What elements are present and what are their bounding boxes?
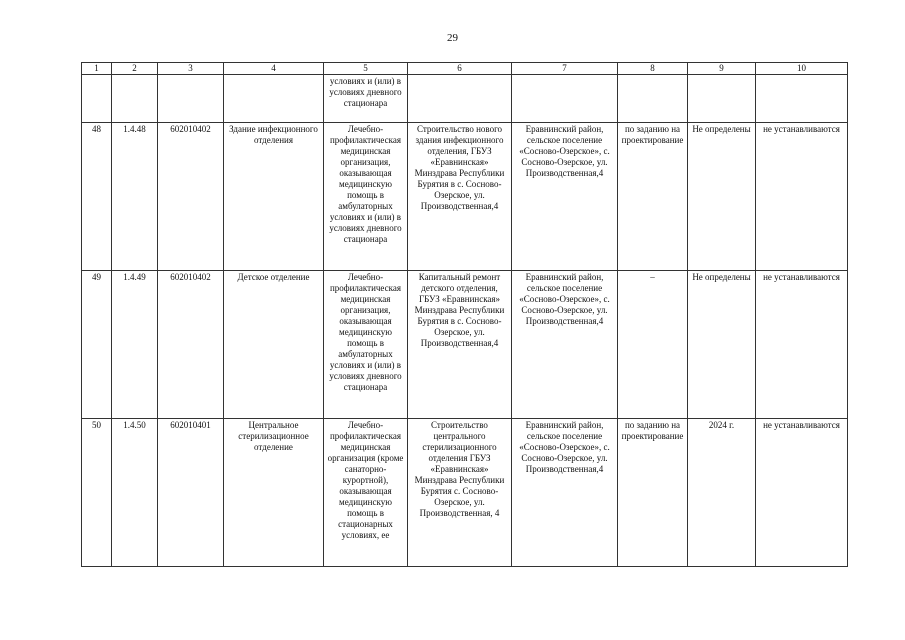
- cell-location: Еравнинский район, сельское поселение «Сосново-Озерское», с. Сосново-Озерское, ул. Производственная,4: [512, 419, 618, 567]
- table-row: [82, 271, 848, 419]
- cell-object-name: [224, 75, 324, 123]
- cell-object-name: Здание инфекционного отделения: [224, 123, 324, 271]
- column-header: 5: [324, 63, 408, 75]
- cell-classifier: 602010402: [158, 123, 224, 271]
- territorial-planning-table: [81, 62, 848, 567]
- cell-code: 1.4.50: [112, 419, 158, 567]
- cell-zones: не устанавливаются: [756, 123, 848, 271]
- table-row: [82, 419, 848, 567]
- column-header: 8: [618, 63, 688, 75]
- cell-number: 49: [82, 271, 112, 419]
- column-header: 4: [224, 63, 324, 75]
- cell-location: Еравнинский район, сельское поселение «Сосново-Озерское», с. Сосново-Озерское, ул. Производственная,4: [512, 271, 618, 419]
- cell-capacity: по заданию на проектирование: [618, 123, 688, 271]
- cell-classifier: 602010402: [158, 271, 224, 419]
- table-row-continuation: [82, 75, 848, 123]
- cell-purpose: Лечебно-профилактическая медицинская организация, оказывающая медицинскую помощь в амбулаторных условиях и (или) в условиях дневного стационара: [324, 123, 408, 271]
- cell-capacity: [618, 75, 688, 123]
- column-header: 9: [688, 63, 756, 75]
- cell-capacity: –: [618, 271, 688, 419]
- cell-description: [408, 75, 512, 123]
- cell-purpose: Лечебно-профилактическая медицинская организация, оказывающая медицинскую помощь в амбулаторных условиях и (или) в условиях дневного стационара: [324, 271, 408, 419]
- cell-classifier: 602010401: [158, 419, 224, 567]
- cell-code: [112, 75, 158, 123]
- table-row: [82, 123, 848, 271]
- cell-description: Строительство центрального стерилизационного отделения ГБУЗ «Еравнинская» Минздрава Республики Бурятия с. Сосново-Озерское, ул. Производственная, 4: [408, 419, 512, 567]
- cell-deadline: Не определены: [688, 123, 756, 271]
- cell-location: Еравнинский район, сельское поселение «Сосново-Озерское», с. Сосново-Озерское, ул. Производственная,4: [512, 123, 618, 271]
- cell-number: 48: [82, 123, 112, 271]
- column-number-row: [82, 63, 848, 75]
- cell-number: [82, 75, 112, 123]
- cell-zones: не устанавливаются: [756, 419, 848, 567]
- column-header: 3: [158, 63, 224, 75]
- column-header: 7: [512, 63, 618, 75]
- column-header: 2: [112, 63, 158, 75]
- cell-zones: не устанавливаются: [756, 271, 848, 419]
- page-number: 29: [447, 32, 458, 44]
- cell-description: Строительство нового здания инфекционного отделения, ГБУЗ «Еравнинская» Минздрава Республики Бурятия в с. Сосново-Озерское, ул. Производственная,4: [408, 123, 512, 271]
- cell-capacity: по заданию на проектирование: [618, 419, 688, 567]
- cell-description: Капитальный ремонт детского отделения, ГБУЗ «Еравнинская» Минздрава Республики Бурятия в с. Сосново-Озерское, ул. Производственная,4: [408, 271, 512, 419]
- cell-purpose: условиях и (или) в условиях дневного стационара: [324, 75, 408, 123]
- cell-object-name: Центральное стерилизационное отделение: [224, 419, 324, 567]
- column-header: 6: [408, 63, 512, 75]
- cell-deadline: [688, 75, 756, 123]
- cell-number: 50: [82, 419, 112, 567]
- column-header: 10: [756, 63, 848, 75]
- cell-deadline: 2024 г.: [688, 419, 756, 567]
- cell-object-name: Детское отделение: [224, 271, 324, 419]
- cell-classifier: [158, 75, 224, 123]
- cell-deadline: Не определены: [688, 271, 756, 419]
- column-header: 1: [82, 63, 112, 75]
- cell-zones: [756, 75, 848, 123]
- cell-purpose: Лечебно-профилактическая медицинская организация (кроме санаторно-курортной), оказывающая медицинскую помощь в стационарных условиях, ее: [324, 419, 408, 567]
- cell-code: 1.4.49: [112, 271, 158, 419]
- cell-code: 1.4.48: [112, 123, 158, 271]
- cell-location: [512, 75, 618, 123]
